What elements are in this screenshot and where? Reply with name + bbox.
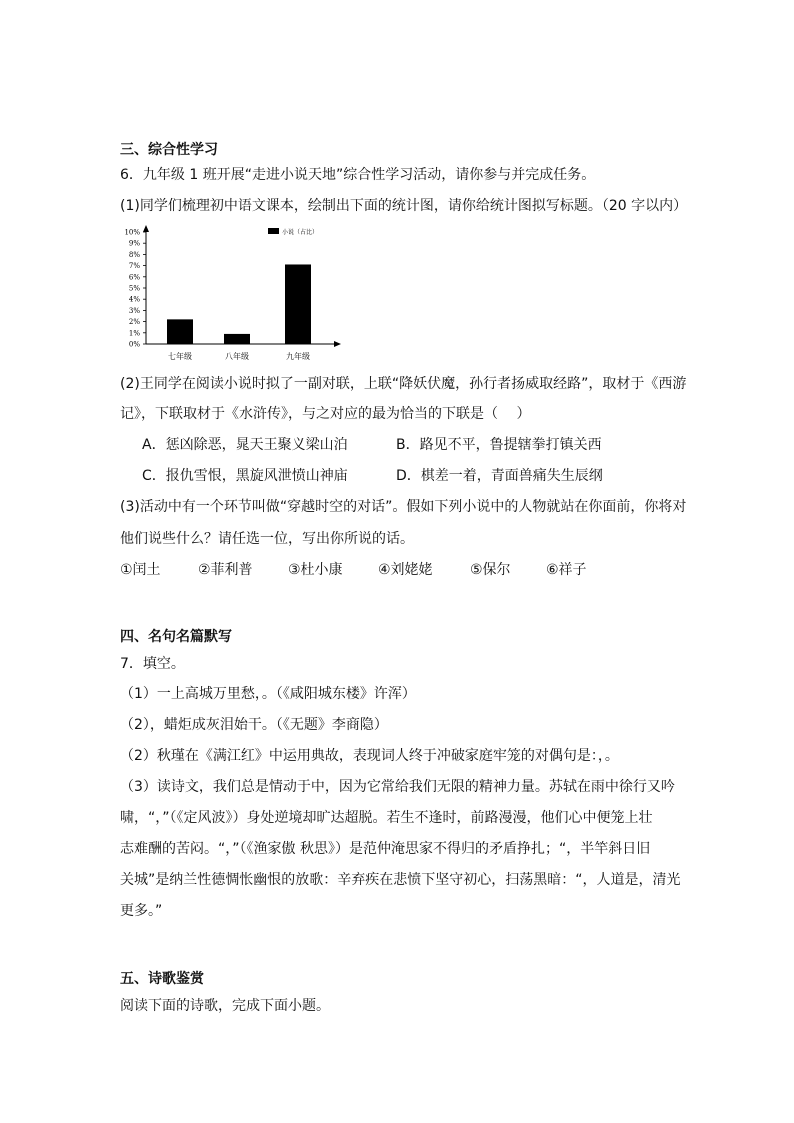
- chart-bar: [224, 334, 250, 344]
- fill-line-2: （2），蜡炬成灰泪始干。（《无题》李商隐）: [120, 717, 388, 733]
- chart-y-tick-label: 7%: [128, 262, 140, 271]
- section-heading-5: 五、诗歌鉴赏: [120, 971, 204, 987]
- question-6-stem: 6．九年级 1 班开展“走进小说天地”综合性学习活动，请你参与并完成任务。: [120, 167, 596, 183]
- question-6-2-line1: (2)王同学在阅读小说时拟了一副对联，上联“降妖伏魔，孙行者扬威取经路”，取材于《西游: [120, 376, 687, 392]
- fill-line-5: 啸，“，”（《定风波》）身处逆境却旷达超脱。若生不逢时，前路漫漫，他们心中便笼上壮: [120, 810, 653, 826]
- chart-y-tick-label: 9%: [128, 239, 140, 248]
- section-heading-3: 三、综合性学习: [120, 142, 218, 158]
- chart-x-tick-label: 八年级: [225, 352, 249, 361]
- chart-bar: [285, 264, 311, 344]
- chart-y-tick-label: 10%: [124, 228, 140, 237]
- fill-line-1: （1）一上高城万里愁，。（《咸阳城东楼》许浑）: [120, 686, 416, 702]
- chart-legend-label: 小说（占比）: [282, 229, 319, 236]
- chart-y-tick-label: 2%: [128, 318, 140, 327]
- chart-x-tick-label: 九年级: [286, 352, 310, 361]
- question-6-3-line1: (3)活动中有一个环节叫做“穿越时空的对话”。假如下列小说中的人物就站在你面前，你将对: [120, 499, 687, 515]
- fill-line-8: 更多。”: [120, 903, 163, 919]
- chart-y-tick-label: 8%: [128, 250, 140, 259]
- character-item: ⑥祥子: [546, 562, 587, 578]
- fill-line-4: （3）读诗文，我们总是情动于中，因为它常给我们无限的精神力量。苏轼在雨中徐行又吟: [120, 779, 675, 795]
- option-a: A．惩凶除恶，晁天王聚义梁山泊: [142, 437, 348, 453]
- option-c: C．报仇雪恨，黑旋风泄愤山神庙: [142, 468, 348, 484]
- chart-y-tick-label: 6%: [128, 273, 140, 282]
- chart-x-tick-label: 七年级: [168, 352, 192, 361]
- fill-line-3: （2）秋瑾在《满江红》中运用典故，表现词人终于冲破家庭牢笼的对偶句是：，。: [120, 748, 619, 764]
- chart-y-tick-label: 1%: [128, 329, 140, 338]
- question-6-2-line2: 记》，下联取材于《水浒传》，与之对应的最为恰当的下联是（ ）: [120, 406, 531, 422]
- chart-y-tick-label: 5%: [128, 284, 140, 293]
- option-d: D．棋差一着，青面兽痛失生辰纲: [396, 468, 603, 484]
- question-6-3-line2: 他们说些什么？请任选一位，写出你所说的话。: [120, 531, 414, 547]
- chart-y-tick-label: 4%: [128, 295, 140, 304]
- character-item: ②菲利普: [198, 562, 253, 578]
- bar-chart: [112, 220, 344, 364]
- chart-y-axis-arrow: [143, 225, 149, 232]
- question-7: 7．填空。: [120, 656, 185, 672]
- chart-legend-swatch: [268, 228, 279, 234]
- option-b: B．路见不平，鲁提辖拳打镇关西: [396, 437, 602, 453]
- chart-bar: [167, 319, 193, 344]
- section-heading-4: 四、名句名篇默写: [120, 629, 232, 645]
- chart-y-tick-label: 3%: [128, 306, 140, 315]
- poem-intro: 阅读下面的诗歌，完成下面小题。: [120, 998, 330, 1014]
- question-6-1: (1)同学们梳理初中语文课本，绘制出下面的统计图，请你给统计图拟写标题。（20 字以内）: [120, 198, 688, 214]
- chart-legend: [268, 228, 318, 236]
- character-item: ③杜小康: [288, 562, 343, 578]
- chart-y-ticks: [124, 229, 146, 349]
- character-item: ⑤保尔: [470, 562, 511, 578]
- character-item: ④刘姥姥: [378, 562, 433, 578]
- chart-bars: [167, 264, 311, 344]
- character-item: ①闰土: [120, 562, 161, 578]
- chart-x-axis-arrow: [334, 341, 341, 347]
- chart-y-tick-label: 0%: [128, 340, 140, 349]
- fill-line-6: 志难酬的苦闷。“，”（《渔家傲 秋思》）是范仲淹思家不得归的矛盾挣扎；“，半竿斜日旧: [120, 841, 651, 857]
- fill-line-7: 关城”是纳兰性德惆怅幽恨的放歌：辛弃疾在悲愤下坚守初心，扫荡黑暗：“，人道是，清光: [120, 872, 681, 888]
- chart-x-labels: [168, 351, 310, 361]
